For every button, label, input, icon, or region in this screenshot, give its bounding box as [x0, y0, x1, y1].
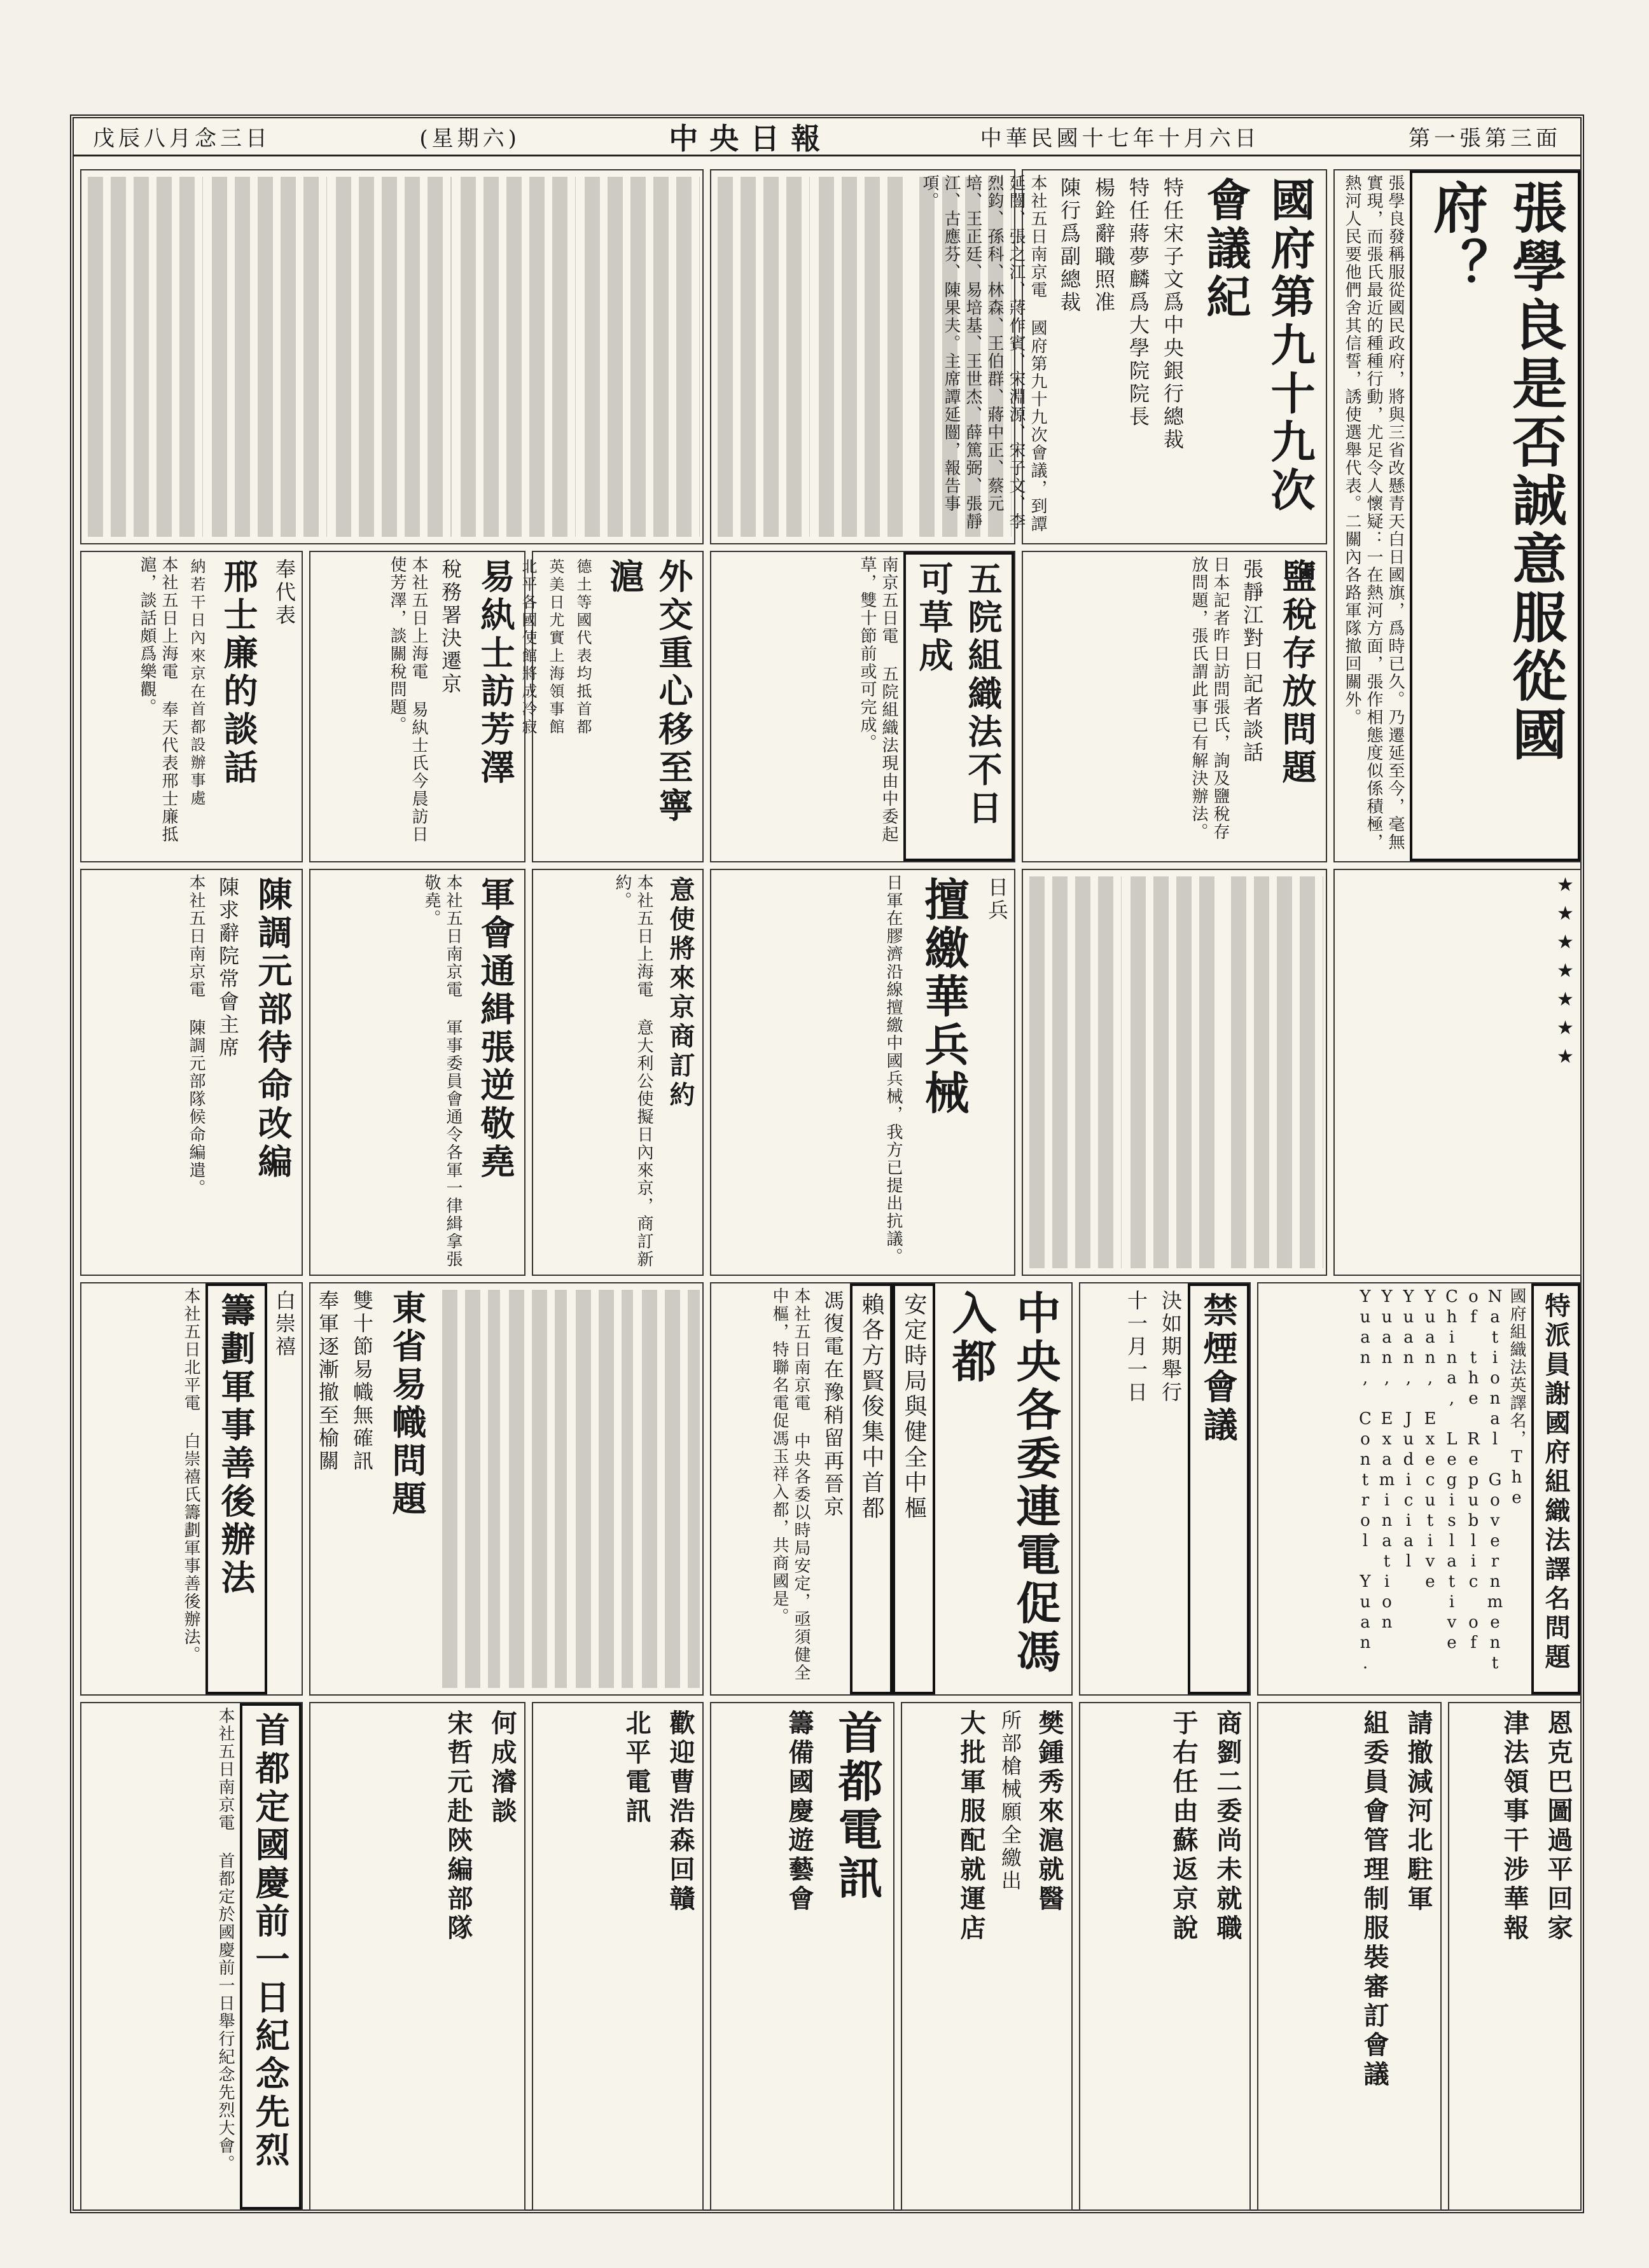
article-zhang — [1333, 169, 1582, 862]
headline-ship: 大批軍服配就運店 — [956, 1710, 986, 1944]
headline-tax: 鹽稅存放問題 — [1277, 558, 1318, 787]
article-army — [309, 869, 525, 1276]
article-council — [920, 169, 1327, 544]
sub-military: 白崇禧 — [272, 1290, 296, 1359]
headline-feng: 中央各委連電促馮入都 — [945, 1290, 1062, 1677]
article-council-cont — [710, 169, 1015, 544]
note-feng: 馮復電在豫稍留再晉京 — [821, 1290, 845, 1519]
body-chen: 本社五日南京電 陳調元部隊候命編遣。 — [186, 874, 205, 1197]
body-army: 本社五日南京電 軍事委員會通令各軍一律緝拿張敬堯。 — [422, 874, 463, 1268]
sub-weapons: 日兵 — [985, 876, 1009, 922]
headline-song: 宋哲元赴陝編部隊 — [443, 1710, 473, 1944]
headline-foreign: 外交重心移至寧滬 — [604, 558, 694, 826]
article-notice — [1333, 869, 1582, 1276]
masthead-weekday: (星期六) — [419, 126, 520, 151]
article-feng — [710, 1282, 1073, 1696]
body-feng: 本社五日南京電 中央各委以時局安定，亟須健全中樞，特聯名電促馮玉祥入都，共商國是。 — [770, 1287, 811, 1682]
headline-yu: 于右任由蘇返京說 — [1169, 1710, 1199, 1944]
article-fan — [901, 1702, 1073, 2211]
article-national-day — [80, 1702, 303, 2211]
article-ban — [1079, 1282, 1251, 1696]
appoint-3: 楊銓辭職照准 — [1092, 177, 1116, 314]
article-capital-news — [710, 1702, 894, 2211]
sub-foreign-2: 英美日尤實上海領事館 — [546, 558, 564, 736]
appoint-4: 陳行爲副總裁 — [1057, 177, 1082, 314]
article-yi — [309, 551, 525, 862]
headline-notice: 特派員謝國府組織法譯名問題 — [1531, 1283, 1580, 1694]
headline-clothing: 組委員會管理制服裝審訂會議 — [1360, 1710, 1389, 2090]
article-chen — [80, 869, 303, 1276]
headline-tian: 津法領事干涉華報 — [1499, 1710, 1529, 1944]
body-council: 本社五日南京電 國府第九十九次會議，到譚延闓、張之江、蔣作賓、宋淵源、宋子文、李烈鈞、孫科、林森、王伯群、蔣中正、蔡元培、王正廷、易培基、王世杰、薛篤弼、張靜江、古應芬、陳果夫。主席譚延闓，報告事項。 — [920, 174, 1047, 533]
sub-foreign-3: 北平各國使館將成冷寂 — [519, 558, 537, 736]
masthead-title: 中央日報 — [669, 121, 832, 156]
article-feng-cont — [309, 1282, 704, 1696]
newspaper-page — [70, 114, 1584, 2213]
headline-xing: 邢士廉的談話 — [218, 558, 259, 787]
headline-army: 軍會通緝張逆敬堯 — [475, 876, 516, 1182]
headline-expo: 籌備國慶遊藝會 — [784, 1710, 814, 1914]
headline-yi: 易紈士訪芳澤 — [475, 558, 516, 787]
sub-feng-1: 安定時局與健全中樞 — [893, 1283, 935, 1694]
article-jin — [1448, 1702, 1582, 2211]
body-five: 南京五日電 五院組織法現由中委起草，雙十節前或可完成。 — [858, 556, 898, 843]
sub-feng-2: 賴各方賢俊集中首都 — [850, 1283, 893, 1694]
headline-chen: 陳調元部待命改編 — [253, 876, 293, 1182]
sub-ban: 決如期舉行 — [1158, 1290, 1183, 1404]
headline-shang: 商劉二委尚未就職 — [1213, 1710, 1242, 1944]
body-military: 本社五日北平電 白崇禧氏籌劃軍事善後辦法。 — [181, 1287, 200, 1664]
headline-jiang: 意使將來京商訂約 — [665, 876, 695, 1110]
appoint-2: 特任蔣夢麟爲大學院院長 — [1126, 177, 1150, 429]
headline-zhang: 張學良是否誠意服從國府？ — [1410, 170, 1580, 861]
sub-xing-2: 納若干日內來京在首都設辦事處 — [188, 558, 205, 808]
headline-ban: 禁煙會議 — [1188, 1283, 1249, 1694]
headline-jiang2: 何成濬談 — [487, 1710, 517, 1827]
stars-decoration: ★★★★★★★ — [1554, 874, 1576, 1074]
body-notice: 國府組織法英譯名，The National Government of the Republic of China, Legislative Yuan, Executive Yuan, Judicial Yuan, Examination Yuan, Control Yuan. — [1356, 1287, 1526, 1674]
date-ban: 十一月一日 — [1124, 1290, 1148, 1404]
masthead-date-lunar: 戊辰八月念三日 — [93, 126, 271, 151]
article-peace — [532, 1702, 704, 2211]
body-weapons: 日軍在膠濟沿線擅繳中國兵械，我方已提出抗議。 — [884, 874, 903, 1266]
body-jiang: 本社五日上海電 意大利公使擬日內來京，商訂新約。 — [613, 874, 653, 1268]
headline-fan: 樊鍾秀來滬就醫 — [1034, 1710, 1064, 1914]
article-he — [1257, 1702, 1442, 2211]
headline-peiping: 北平電訊 — [622, 1710, 651, 1827]
headline-weapons: 擅繳華兵械 — [917, 876, 970, 1118]
body-yi: 本社五日上海電 易紈士氏今晨訪日使芳澤，談關稅問題。 — [387, 556, 428, 843]
masthead-date-cn: 中華民國十七年十月六日 — [980, 126, 1260, 151]
article-notice-box — [1257, 1282, 1582, 1696]
headline-jin: 恩克巴圖過平回家 — [1543, 1710, 1573, 1944]
article-misc-top — [80, 169, 704, 544]
headline-east: 東省易幟問題 — [387, 1290, 428, 1519]
article-shang — [1079, 1702, 1251, 2211]
headline-he: 請撤減河北駐軍 — [1403, 1710, 1433, 1914]
appoint-1: 特任宋子文爲中央銀行總裁 — [1160, 177, 1185, 452]
article-five — [710, 551, 1015, 862]
article-song — [309, 1702, 525, 2211]
article-jiang — [532, 869, 704, 1276]
headline-council: 國府第九十九次會議紀 — [1199, 177, 1316, 515]
sub-fan: 所部槍械願全繳出 — [998, 1710, 1022, 1893]
masthead — [74, 118, 1580, 156]
body-xing: 本社五日上海電 奉天代表邢士廉抵滬，談話頗爲樂觀。 — [137, 556, 178, 843]
article-tax — [1022, 551, 1327, 862]
article-xing — [80, 551, 303, 862]
headline-five: 五院組織法不日可草成 — [903, 552, 1014, 861]
headline-national-day: 首都定國慶前一日紀念先烈 — [240, 1703, 302, 2209]
sub-yi: 稅務署決遷京 — [438, 558, 463, 696]
body-tax: 日本記者昨日訪問張氏，詢及鹽稅存放問題，張氏謂此事已有解決辦法。 — [1189, 556, 1230, 841]
body-zhang: 張學良發稱服從國民政府，將與三省改懸青天白日國旗，爲時已久。乃遷延至今，毫無實現，而張氏最近的種種行動，尤足令人懷疑：一在熱河方面，張作相態度似係積極，熱河人民要他們舍其信誓，誘使選舉代表。二關內各路軍隊撤回關外。 — [1342, 174, 1405, 851]
sub-tax: 張靜江對日記者談話 — [1240, 558, 1264, 764]
sub-east-1: 雙十節易幟無確訊 — [350, 1290, 374, 1473]
sub-east-2: 奉軍逐漸撤至榆關 — [316, 1290, 340, 1473]
article-foreign — [519, 551, 704, 862]
sub-foreign-1: 德土等國代表均抵首都 — [574, 558, 592, 736]
body-zhang-cont — [1335, 870, 1550, 1275]
article-weapons — [710, 869, 1015, 1276]
masthead-page: 第一張第三面 — [1408, 126, 1561, 151]
body-national-day: 本社五日南京電 首都定於國慶前一日舉行紀念先烈大會。 — [216, 1707, 235, 2173]
headline-capital-news: 首都電訊 — [831, 1710, 884, 1903]
article-tax-cont — [1022, 869, 1327, 1276]
sub-xing: 奉代表 — [272, 558, 296, 627]
sub-chen: 陳求辭院常會主席 — [216, 876, 240, 1060]
article-military — [80, 1282, 303, 1696]
headline-peace: 歡迎曹浩森回贛 — [665, 1710, 695, 1914]
headline-military: 籌劃軍事善後辦法 — [205, 1283, 267, 1694]
